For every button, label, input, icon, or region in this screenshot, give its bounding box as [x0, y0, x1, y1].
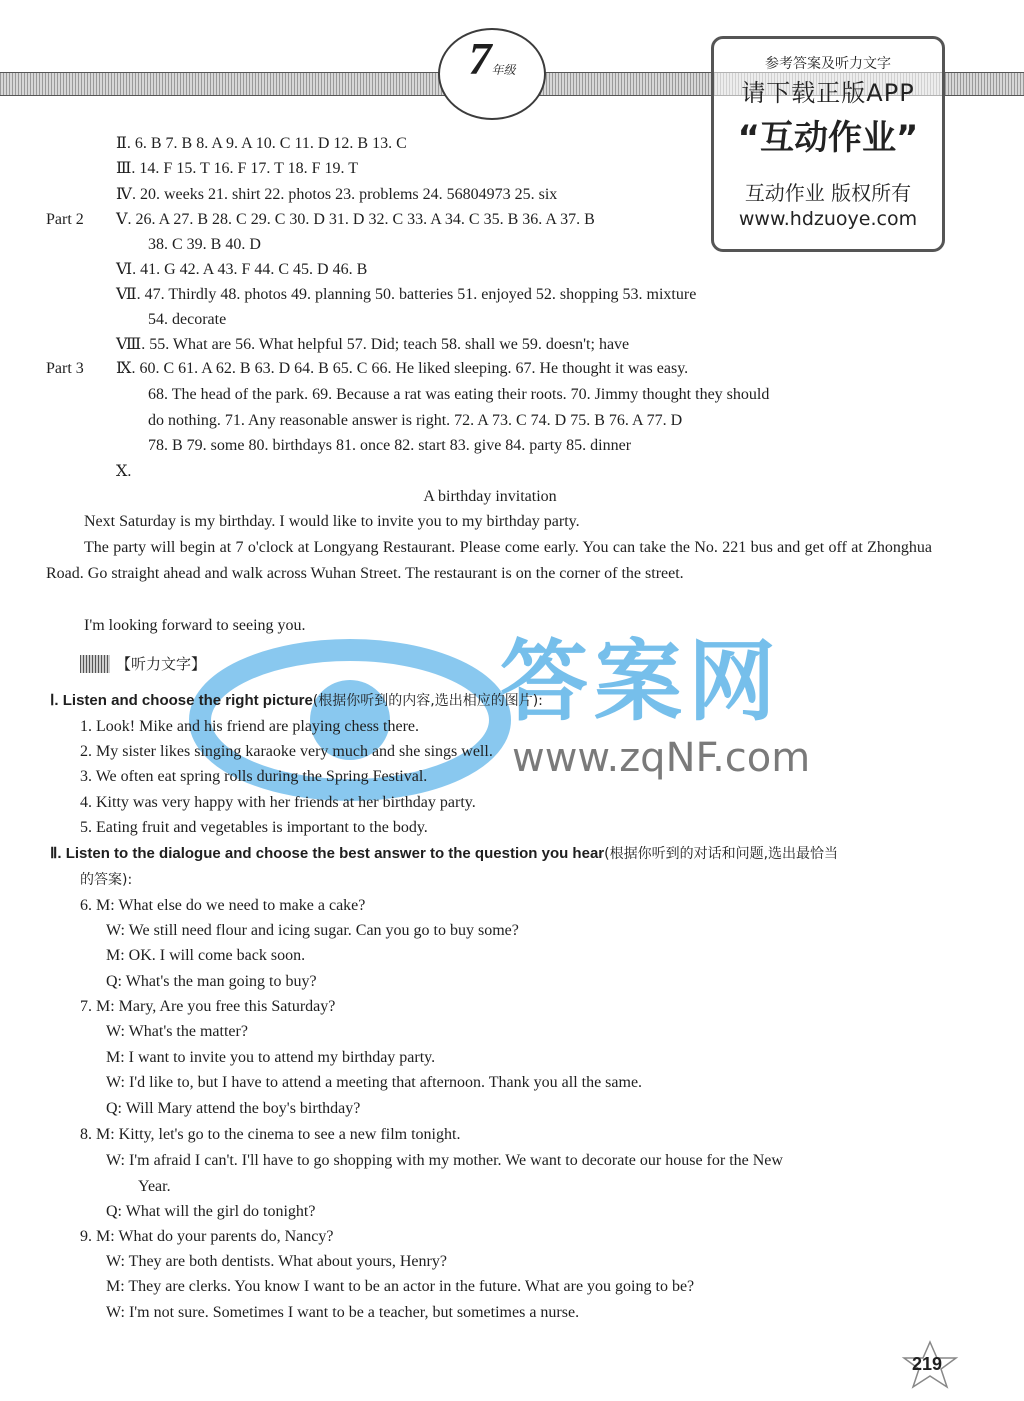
section-title-text: 【听力文字】: [116, 655, 207, 673]
dialogue-line: W: I'm not sure. Sometimes I want to be a teacher, but sometimes a nurse.: [106, 1304, 580, 1321]
dialogue-line: M: OK. I will come back soon.: [106, 947, 306, 964]
dialogue-line: M: They are clerks. You know I want to be an actor in the future. What are you going to be?: [106, 1278, 695, 1295]
invitation-paragraph-2: The party will begin at 7 o'clock at Longyang Restaurant. Please come early. You can take the No. 221 bus and get off at Zhonghua Road. Go straight ahead and walk across Wuhan Street. The restaurant is on the corner of the street.: [46, 539, 932, 582]
stamp-line-4: 互动作业 版权所有: [744, 181, 912, 205]
part2-heading-zh: (根据你听到的对话和问题,选出最恰当: [604, 846, 839, 862]
invitation-paragraph-1: Next Saturday is my birthday. I would like to invite you to my birthday party.: [84, 513, 580, 530]
grade-suffix: 年级: [491, 63, 516, 77]
stamp-line-2: 请下载正版APP: [741, 79, 915, 107]
grade-number: 7: [468, 33, 492, 84]
dialogue-line: 7. M: Mary, Are you free this Saturday?: [80, 998, 336, 1015]
listening-part2-heading: [50, 843, 838, 865]
section-tag-marker: [80, 655, 110, 673]
dialogue-line: 8. M: Kitty, let's go to the cinema to see a new film tonight.: [80, 1126, 461, 1143]
listening-part1-heading: [50, 690, 543, 712]
dialogue-line: W: They are both dentists. What about yours, Henry?: [106, 1253, 447, 1270]
answer-line: Ⅵ. 41. G 42. A 43. F 44. C 45. D 46. B: [116, 261, 368, 278]
stamp-line-3: “互动作业”: [737, 118, 919, 158]
invitation-title: A birthday invitation: [423, 488, 557, 505]
answer-line: 68. The head of the park. 69. Because a rat was eating their roots. 70. Jimmy thought they should: [148, 386, 770, 403]
dialogue-line: 9. M: What do your parents do, Nancy?: [80, 1228, 334, 1245]
part2-heading-en: Ⅱ. Listen to the dialogue and choose the best answer to the question you hear: [50, 845, 605, 862]
part1-heading-en: Ⅰ. Listen and choose the right picture: [50, 692, 313, 709]
part-label: Part 2: [46, 211, 84, 228]
dialogue-line: W: What's the matter?: [106, 1023, 248, 1040]
answer-line: Ⅴ. 26. A 27. B 28. C 29. C 30. D 31. D 32. C 33. A 34. C 35. B 36. A 37. B: [116, 211, 595, 228]
dialogue-line: 6. M: What else do we need to make a cake?: [80, 897, 366, 914]
watermark-text: 答案网: [500, 630, 783, 733]
listening-item: 5. Eating fruit and vegetables is important to the body.: [80, 819, 428, 836]
answer-line: 54. decorate: [148, 311, 227, 328]
dialogue-line: Q: What's the man going to buy?: [106, 973, 317, 990]
listening-item: 4. Kitty was very happy with her friends at her birthday party.: [80, 794, 476, 811]
listening-item: 3. We often eat spring rolls during the Spring Festival.: [80, 768, 428, 785]
listening-item: 1. Look! Mike and his friend are playing chess there.: [80, 718, 420, 735]
dialogue-line: W: I'd like to, but I have to attend a meeting that afternoon. Thank you all the same.: [106, 1074, 643, 1091]
answer-line: 78. B 79. some 80. birthdays 81. once 82. start 83. give 84. party 85. dinner: [148, 437, 632, 454]
listening-item: 2. My sister likes singing karaoke very much and she sings well.: [80, 743, 493, 760]
stamp-line-5: www.hdzuoye.com: [738, 208, 918, 230]
dialogue-line: Year.: [138, 1178, 171, 1195]
part-label: Part 3: [46, 360, 84, 377]
answer-line: Ⅱ. 6. B 7. B 8. A 9. A 10. C 11. D 12. B 13. C: [116, 135, 407, 152]
dialogue-line: Q: What will the girl do tonight?: [106, 1203, 316, 1220]
invitation-paragraph-3: I'm looking forward to seeing you.: [84, 617, 306, 634]
listening-section-title: [80, 652, 206, 676]
answer-line: Ⅹ.: [116, 463, 132, 480]
answer-line: do nothing. 71. Any reasonable answer is right. 72. A 73. C 74. D 75. B 76. A 77. D: [148, 412, 683, 429]
answer-line: Ⅷ. 55. What are 56. What helpful 57. Did; teach 58. shall we 59. doesn't; have: [116, 336, 630, 353]
watermark-url: www.zqNF.com: [512, 735, 811, 781]
page-number: 219: [912, 1354, 943, 1374]
answer-line: Ⅳ. 20. weeks 21. shirt 22. photos 23. problems 24. 56804973 25. six: [116, 186, 558, 203]
grade-badge: [438, 28, 546, 120]
dialogue-line: W: I'm afraid I can't. I'll have to go shopping with my mother. We want to decorate our house for the New: [106, 1152, 783, 1169]
part1-heading-zh: (根据你听到的内容,选出相应的图片):: [312, 693, 543, 709]
answer-line: Ⅸ. 60. C 61. A 62. B 63. D 64. B 65. C 66. He liked sleeping. 67. He thought it was easy.: [116, 360, 689, 377]
answer-line: 38. C 39. B 40. D: [148, 236, 261, 253]
part2-heading-zh-cont: 的答案):: [80, 872, 133, 888]
dialogue-line: M: I want to invite you to attend my birthday party.: [106, 1049, 436, 1066]
dialogue-line: W: We still need flour and icing sugar. Can you go to buy some?: [106, 922, 519, 939]
copyright-stamp: [711, 36, 945, 252]
dialogue-line: Q: Will Mary attend the boy's birthday?: [106, 1100, 361, 1117]
answer-line: Ⅶ. 47. Thirdly 48. photos 49. planning 50. batteries 51. enjoyed 52. shopping 53. mixture: [116, 286, 697, 303]
answer-line: Ⅲ. 14. F 15. T 16. F 17. T 18. F 19. T: [116, 160, 358, 177]
stamp-line-1: 参考答案及听力文字: [765, 56, 891, 72]
